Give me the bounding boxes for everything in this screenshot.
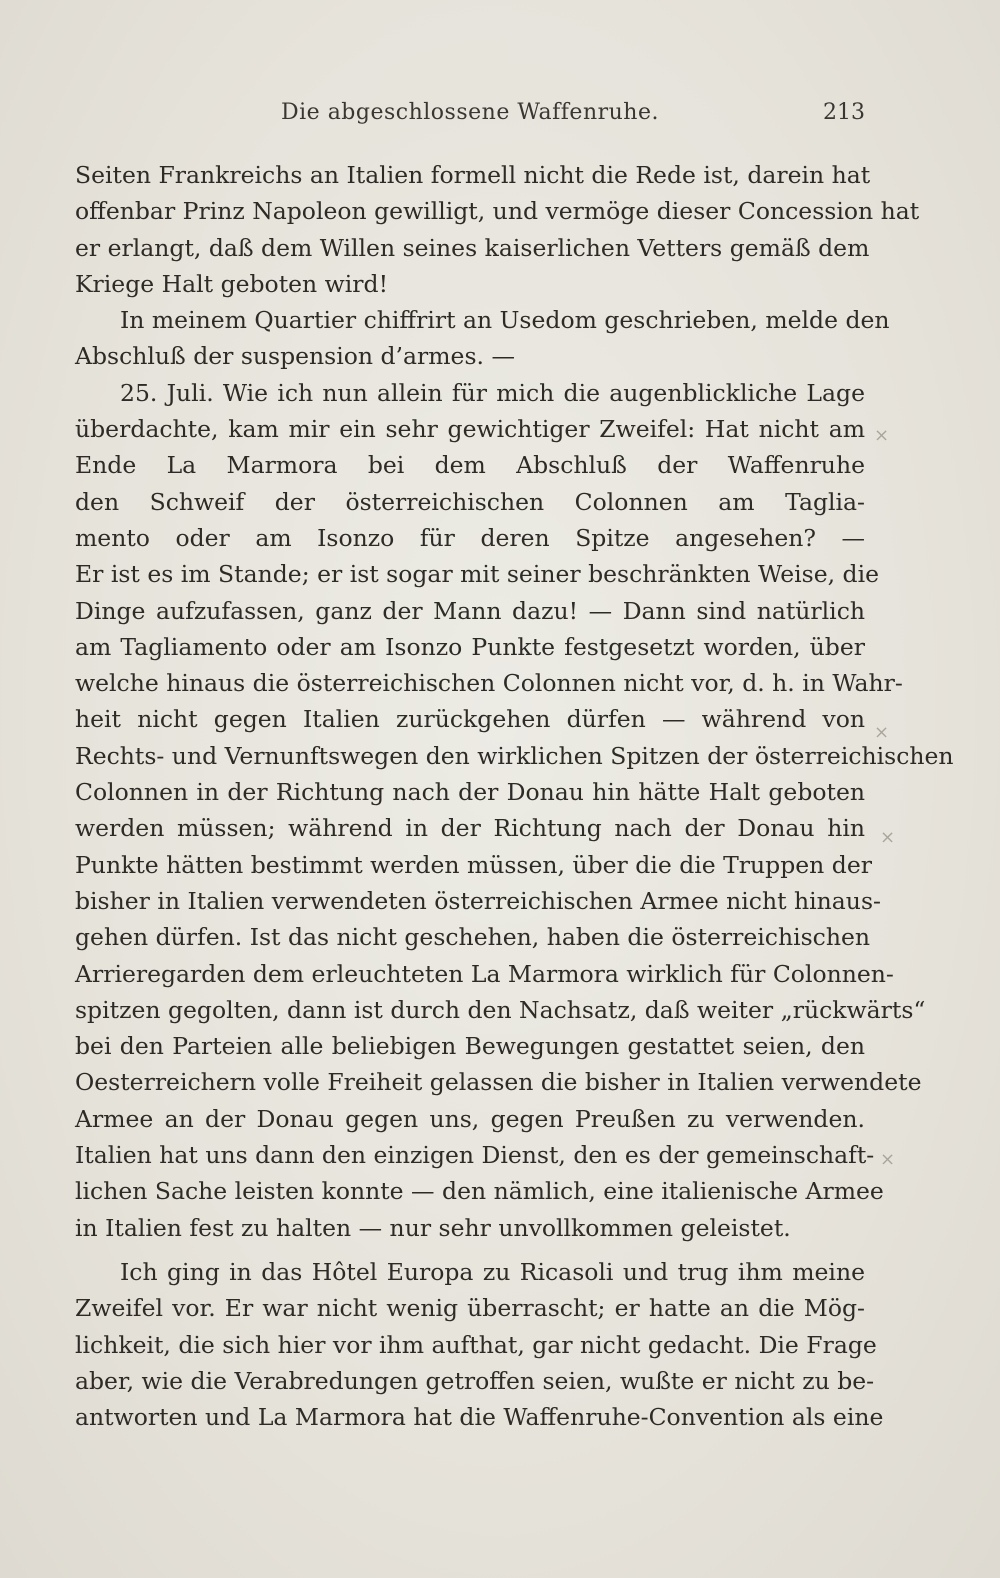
margin-mark: × xyxy=(880,827,896,848)
text-line: Ich ging in das Hôtel Europa zu Ricasoli und trug ihm meine xyxy=(120,1257,865,1286)
text-line: Oesterreichern volle Freiheit gelassen die bisher in Italien verwendete xyxy=(75,1068,922,1097)
text-line: 25. Juli. Wie ich nun allein für mich die augenblickliche Lage xyxy=(120,378,865,407)
text-line: Ende La Marmora bei dem Abschluß der Waffenruhe xyxy=(75,451,865,480)
text-line: Rechts- und Vernunftswegen den wirklichen Spitzen der österreichischen xyxy=(75,741,954,770)
text-line: offenbar Prinz Napoleon gewilligt, und vermöge dieser Concession hat xyxy=(75,197,920,226)
text-line: Seiten Frankreichs an Italien formell nicht die Rede ist, darein hat xyxy=(75,161,871,189)
text-line: gehen dürfen. Ist das nicht geschehen, haben die österreichischen xyxy=(75,923,871,952)
text-line: Zweifel vor. Er war nicht wenig überrascht; er hatte an die Mög- xyxy=(75,1294,865,1323)
text-line: Abschluß der suspension d’armes. — xyxy=(75,342,515,371)
text-line: Kriege Halt geboten wird! xyxy=(75,269,389,298)
text-line: heit nicht gegen Italien zurückgehen dürfen — während von xyxy=(75,705,865,734)
text-line: Arrieregarden dem erleuchteten La Marmora wirklich für Colonnen- xyxy=(75,959,894,988)
text-line: antworten und La Marmora hat die Waffenruhe-Convention als eine xyxy=(75,1403,884,1432)
page-number: 213 xyxy=(823,100,865,125)
text-line: lichen Sache leisten konnte — den nämlich, eine italienische Armee xyxy=(75,1177,884,1206)
text-line: bisher in Italien verwendeten österreichischen Armee nicht hinaus- xyxy=(75,886,881,915)
text-line: In meinem Quartier chiffrirt an Usedom geschrieben, melde den xyxy=(120,306,890,335)
margin-mark: × xyxy=(874,722,890,743)
page-header xyxy=(75,100,865,140)
text-line: Dinge aufzufassen, ganz der Mann dazu! — Dann sind natürlich xyxy=(75,596,865,625)
text-line: Punkte hätten bestimmt werden müssen, über die die Truppen der xyxy=(75,850,872,879)
text-line: überdachte, kam mir ein sehr gewichtiger Zweifel: Hat nicht am xyxy=(75,415,865,444)
text-line: am Tagliamento oder am Isonzo Punkte festgesetzt worden, über xyxy=(75,632,865,661)
text-line: lichkeit, die sich hier vor ihm aufthat, gar nicht gedacht. Die Frage xyxy=(75,1330,877,1359)
margin-mark: × xyxy=(874,425,890,446)
text-line: bei den Parteien alle beliebigen Bewegungen gestattet seien, den xyxy=(75,1032,865,1061)
text-line: mento oder am Isonzo für deren Spitze angesehen? — xyxy=(75,523,865,552)
margin-mark: × xyxy=(880,1149,896,1170)
text-line: Er ist es im Stande; er ist sogar mit seiner beschränkten Weise, die xyxy=(75,560,880,589)
text-line: Colonnen in der Richtung nach der Donau hin hätte Halt geboten xyxy=(75,778,865,807)
text-line: spitzen gegolten, dann ist durch den Nachsatz, daß weiter „rückwärts“ xyxy=(75,995,926,1024)
text-line: werden müssen; während in der Richtung nach der Donau hin xyxy=(75,814,865,843)
paragraph-gap xyxy=(75,1246,865,1254)
text-line: welche hinaus die österreichischen Colonnen nicht vor, d. h. in Wahr- xyxy=(75,669,903,698)
text-line: den Schweif der österreichischen Colonnen am Taglia- xyxy=(75,487,865,516)
text-line: er erlangt, daß dem Willen seines kaiserlichen Vetters gemäß dem xyxy=(75,233,870,262)
running-head: Die abgeschlossene Waffenruhe. xyxy=(281,100,659,125)
text-line: aber, wie die Verabredungen getroffen seien, wußte er nicht zu be- xyxy=(75,1366,875,1395)
body-text xyxy=(75,157,954,1435)
text-line: Armee an der Donau gegen uns, gegen Preußen zu verwenden. xyxy=(75,1104,865,1133)
text-line: in Italien fest zu halten — nur sehr unvollkommen geleistet. xyxy=(75,1213,791,1242)
text-line: Italien hat uns dann den einzigen Dienst, den es der gemeinschaft- xyxy=(75,1141,875,1170)
